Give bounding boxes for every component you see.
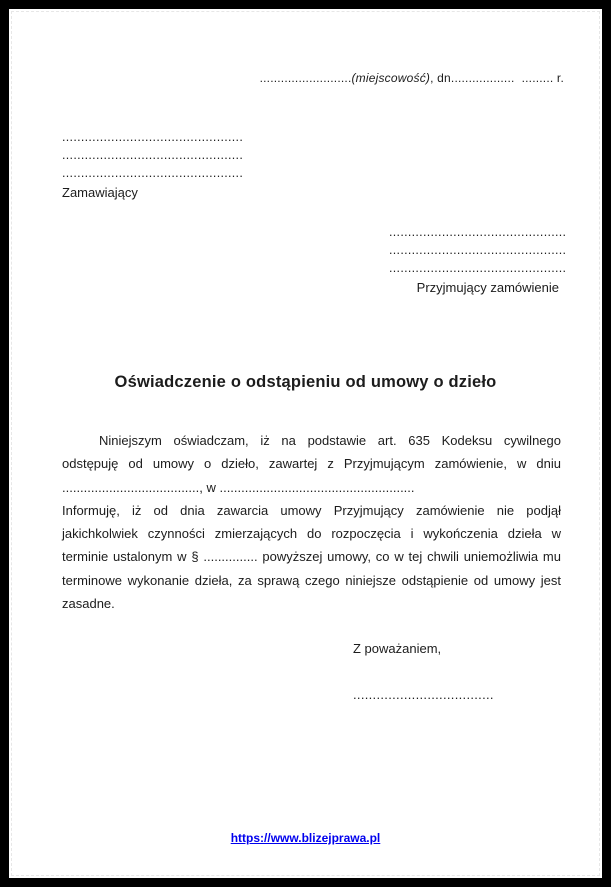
body-line: zasadne. — [62, 596, 115, 612]
body-line: Informuję, iż od dnia zawarcia umowy Przyjmujący zamówienie nie podjął — [62, 502, 561, 518]
ordering-party-line-2: ................................................ — [62, 148, 244, 162]
footer-link[interactable]: https://www.blizejprawa.pl — [230, 831, 381, 845]
ordering-party-line-1: ................................................ — [62, 130, 244, 144]
document-title: Oświadczenie o odstąpieniu od umowy o dzieło — [114, 373, 497, 391]
date-place-line — [260, 71, 564, 85]
place-label: (miejscowość) — [351, 71, 431, 85]
ordering-party-block — [62, 128, 244, 200]
body-line: Niniejszym oświadczam, iż na podstawie art. 635 Kodeksu cywilnego — [99, 433, 561, 448]
signature-dots-line: .................................... — [353, 687, 494, 702]
date-field: , dn.................. ......... r. — [430, 71, 564, 85]
contractor-block — [389, 223, 567, 295]
body-paragraph — [62, 429, 561, 615]
body-line: terminowe wykonanie dzieła, za sprawą czego niniejsze odstąpienie od umowy jest — [62, 572, 561, 588]
closing-salutation: Z poważaniem, — [353, 641, 442, 656]
place-field-dots: .......................... — [259, 71, 352, 85]
footer — [9, 829, 602, 847]
body-line: odstępuję od umowy o dzieło, zawartej z Przyjmującym zamówienie, w dniu — [62, 456, 561, 472]
body-line-paragraph-field: terminie ustalonym w § ............... powyższej umowy, co w tej chwili uniemożliwia mu — [62, 549, 561, 565]
body-line: jakichkolwiek czynności zmierzających do rozpoczęcia i wykończenia dzieła w — [62, 526, 561, 542]
contractor-line-3: ............................................... — [389, 261, 567, 275]
contractor-line-1: ............................................... — [389, 225, 567, 239]
ordering-party-label: Zamawiający — [62, 185, 138, 200]
ordering-party-line-3: ................................................ — [62, 166, 244, 180]
body-line-date-place-fields: ......................................, w ...................................................... — [62, 479, 415, 495]
contractor-label: Przyjmujący zamówienie — [416, 280, 559, 295]
contractor-line-2: ............................................... — [389, 243, 567, 257]
